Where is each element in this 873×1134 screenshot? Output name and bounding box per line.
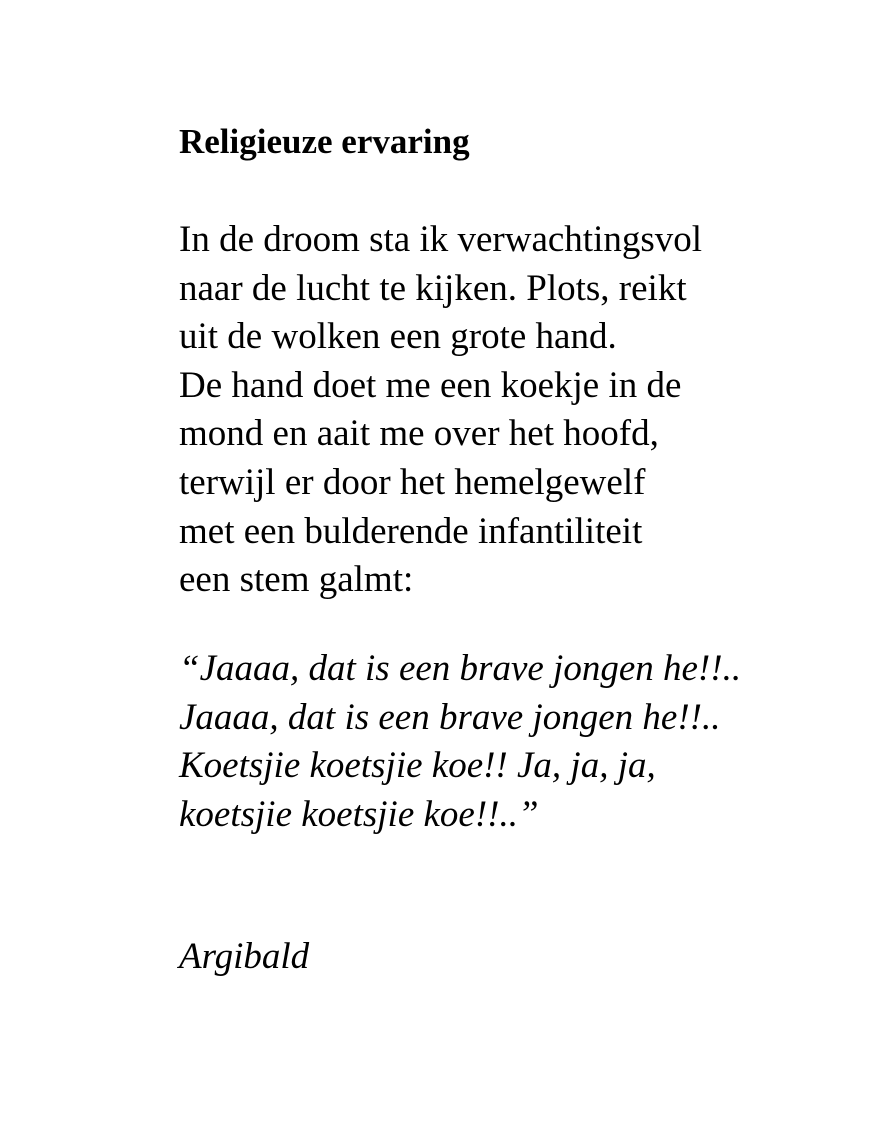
poem-author: Argibald bbox=[179, 936, 310, 977]
poem-line: De hand doet me een koekje in de bbox=[179, 364, 682, 406]
poem-line: uit de wolken een grote hand. bbox=[179, 316, 617, 358]
poem-line: terwijl er door het hemelgewelf bbox=[179, 461, 646, 503]
poem-line: naar de lucht te kijken. Plots, reikt bbox=[179, 267, 687, 309]
poem-line: mond en aait me over het hoofd, bbox=[179, 413, 659, 455]
poem-stanza-narrative bbox=[179, 216, 702, 605]
poem-quote-line: “Jaaaa, dat is een brave jongen he!!.. bbox=[179, 648, 742, 689]
poem-quote-line: koetsjie koetsjie koe!!..” bbox=[179, 793, 539, 835]
poem-title: Religieuze ervaring bbox=[179, 122, 470, 161]
poem-quote-line: Koetsjie koetsjie koe!! Ja, ja, ja, bbox=[179, 745, 656, 787]
poem-line: In de droom sta ik verwachtingsvol bbox=[179, 219, 703, 260]
poem-stanza-quote bbox=[179, 645, 741, 839]
poem-quote-line: Jaaaa, dat is een brave jongen he!!.. bbox=[179, 696, 721, 738]
poem-line: een stem galmt: bbox=[179, 559, 414, 601]
poem-line: met een bulderende infantiliteit bbox=[179, 510, 643, 552]
